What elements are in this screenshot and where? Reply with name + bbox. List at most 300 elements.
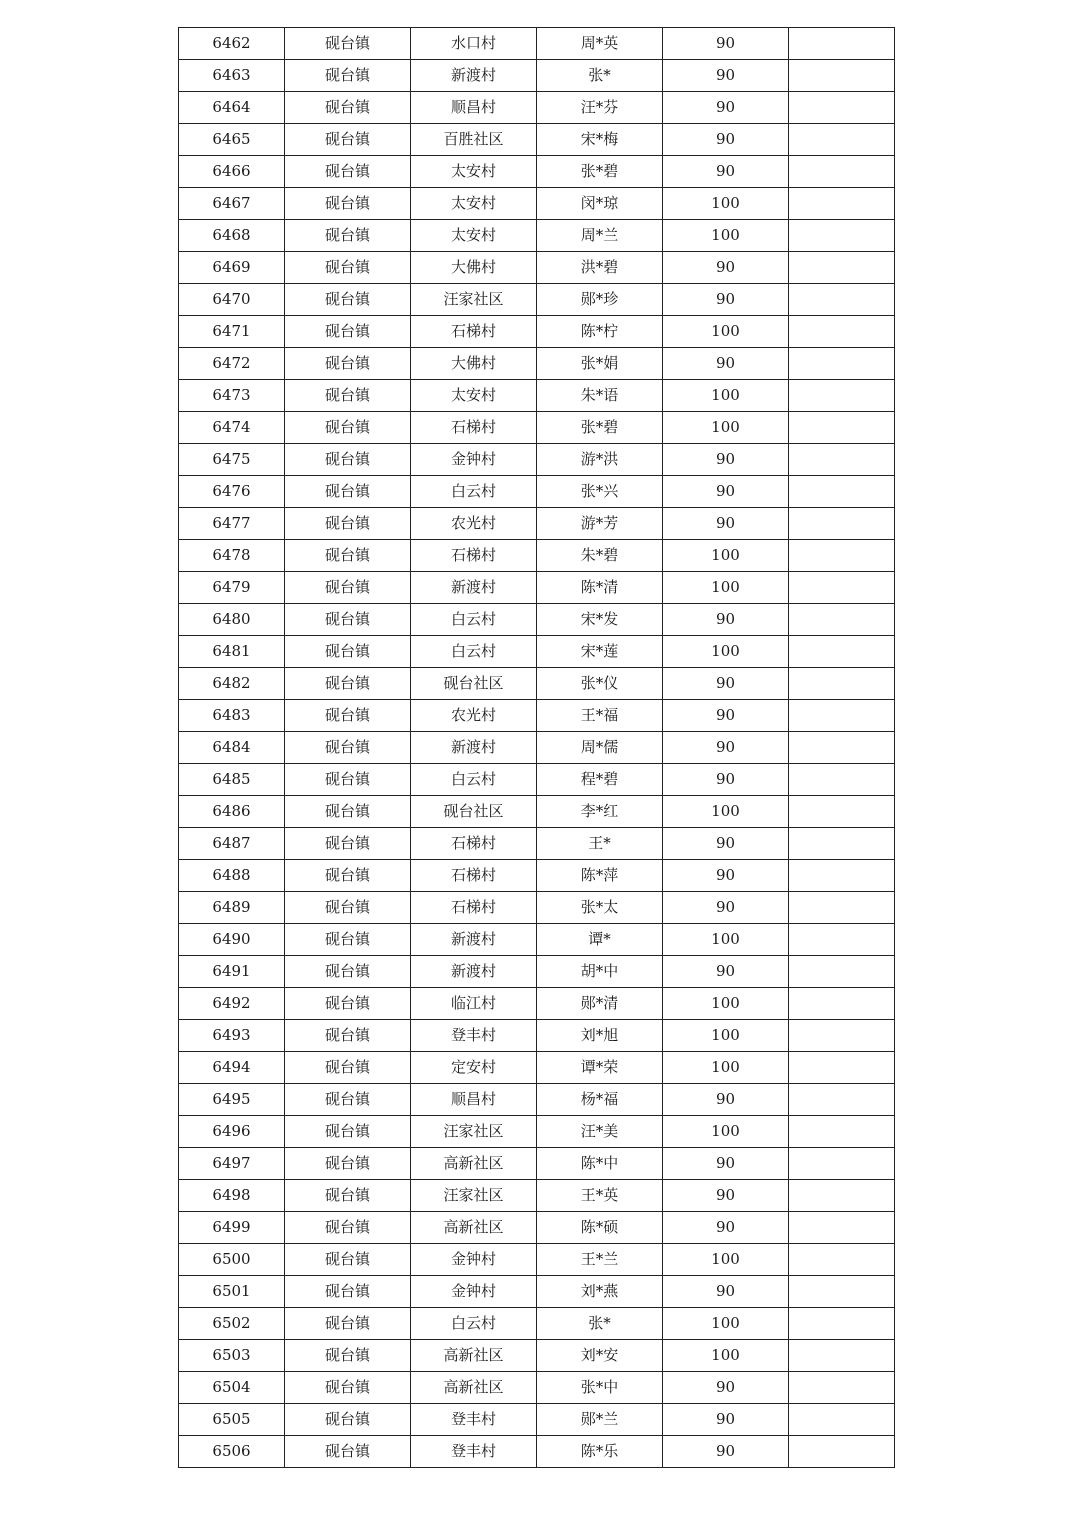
person-name-cell: 朱*碧 xyxy=(537,540,663,572)
village-cell: 登丰村 xyxy=(411,1436,537,1468)
table-row xyxy=(179,1276,895,1308)
village-cell: 白云村 xyxy=(411,604,537,636)
note-cell xyxy=(789,284,895,316)
village-cell: 百胜社区 xyxy=(411,124,537,156)
person-name-cell: 张*中 xyxy=(537,1372,663,1404)
person-name-cell: 游*洪 xyxy=(537,444,663,476)
amount-cell: 90 xyxy=(663,764,789,796)
village-cell: 石梯村 xyxy=(411,828,537,860)
serial-number-cell: 6470 xyxy=(179,284,285,316)
person-name-cell: 宋*莲 xyxy=(537,636,663,668)
note-cell xyxy=(789,604,895,636)
amount-cell: 100 xyxy=(663,188,789,220)
town-cell: 砚台镇 xyxy=(285,316,411,348)
town-cell: 砚台镇 xyxy=(285,956,411,988)
table-row xyxy=(179,924,895,956)
serial-number-cell: 6488 xyxy=(179,860,285,892)
table-row xyxy=(179,1436,895,1468)
table-row xyxy=(179,636,895,668)
amount-cell: 100 xyxy=(663,412,789,444)
village-cell: 太安村 xyxy=(411,220,537,252)
village-cell: 石梯村 xyxy=(411,540,537,572)
note-cell xyxy=(789,540,895,572)
serial-number-cell: 6471 xyxy=(179,316,285,348)
table-row xyxy=(179,188,895,220)
note-cell xyxy=(789,1244,895,1276)
person-name-cell: 宋*梅 xyxy=(537,124,663,156)
serial-number-cell: 6478 xyxy=(179,540,285,572)
person-name-cell: 游*芳 xyxy=(537,508,663,540)
person-name-cell: 陈*柠 xyxy=(537,316,663,348)
town-cell: 砚台镇 xyxy=(285,1116,411,1148)
serial-number-cell: 6474 xyxy=(179,412,285,444)
town-cell: 砚台镇 xyxy=(285,188,411,220)
village-cell: 大佛村 xyxy=(411,252,537,284)
amount-cell: 100 xyxy=(663,220,789,252)
serial-number-cell: 6499 xyxy=(179,1212,285,1244)
amount-cell: 100 xyxy=(663,636,789,668)
table-row xyxy=(179,828,895,860)
amount-cell: 90 xyxy=(663,284,789,316)
note-cell xyxy=(789,796,895,828)
note-cell xyxy=(789,92,895,124)
person-name-cell: 陈*清 xyxy=(537,572,663,604)
note-cell xyxy=(789,316,895,348)
village-cell: 白云村 xyxy=(411,764,537,796)
town-cell: 砚台镇 xyxy=(285,988,411,1020)
person-name-cell: 谭* xyxy=(537,924,663,956)
village-cell: 汪家社区 xyxy=(411,284,537,316)
note-cell xyxy=(789,988,895,1020)
note-cell xyxy=(789,348,895,380)
village-cell: 太安村 xyxy=(411,156,537,188)
town-cell: 砚台镇 xyxy=(285,1180,411,1212)
note-cell xyxy=(789,892,895,924)
village-cell: 登丰村 xyxy=(411,1404,537,1436)
town-cell: 砚台镇 xyxy=(285,1020,411,1052)
table-row xyxy=(179,1372,895,1404)
town-cell: 砚台镇 xyxy=(285,764,411,796)
note-cell xyxy=(789,1052,895,1084)
table-row xyxy=(179,1180,895,1212)
amount-cell: 100 xyxy=(663,1052,789,1084)
note-cell xyxy=(789,380,895,412)
amount-cell: 90 xyxy=(663,60,789,92)
village-cell: 白云村 xyxy=(411,476,537,508)
amount-cell: 90 xyxy=(663,476,789,508)
note-cell xyxy=(789,668,895,700)
town-cell: 砚台镇 xyxy=(285,1372,411,1404)
table-row xyxy=(179,252,895,284)
person-name-cell: 宋*发 xyxy=(537,604,663,636)
person-name-cell: 胡*中 xyxy=(537,956,663,988)
person-name-cell: 郧*珍 xyxy=(537,284,663,316)
serial-number-cell: 6476 xyxy=(179,476,285,508)
note-cell xyxy=(789,1084,895,1116)
table-row xyxy=(179,124,895,156)
serial-number-cell: 6497 xyxy=(179,1148,285,1180)
serial-number-cell: 6493 xyxy=(179,1020,285,1052)
serial-number-cell: 6487 xyxy=(179,828,285,860)
serial-number-cell: 6489 xyxy=(179,892,285,924)
amount-cell: 90 xyxy=(663,1148,789,1180)
serial-number-cell: 6463 xyxy=(179,60,285,92)
amount-cell: 100 xyxy=(663,988,789,1020)
amount-cell: 100 xyxy=(663,1116,789,1148)
town-cell: 砚台镇 xyxy=(285,92,411,124)
note-cell xyxy=(789,1020,895,1052)
person-name-cell: 汪*芬 xyxy=(537,92,663,124)
table-row xyxy=(179,92,895,124)
village-cell: 登丰村 xyxy=(411,1020,537,1052)
serial-number-cell: 6467 xyxy=(179,188,285,220)
village-cell: 太安村 xyxy=(411,380,537,412)
table-row xyxy=(179,284,895,316)
serial-number-cell: 6500 xyxy=(179,1244,285,1276)
town-cell: 砚台镇 xyxy=(285,124,411,156)
village-cell: 新渡村 xyxy=(411,60,537,92)
table-row xyxy=(179,60,895,92)
village-cell: 高新社区 xyxy=(411,1148,537,1180)
serial-number-cell: 6501 xyxy=(179,1276,285,1308)
note-cell xyxy=(789,764,895,796)
village-cell: 顺昌村 xyxy=(411,1084,537,1116)
serial-number-cell: 6502 xyxy=(179,1308,285,1340)
town-cell: 砚台镇 xyxy=(285,700,411,732)
table-row xyxy=(179,956,895,988)
village-cell: 白云村 xyxy=(411,1308,537,1340)
town-cell: 砚台镇 xyxy=(285,284,411,316)
amount-cell: 90 xyxy=(663,604,789,636)
note-cell xyxy=(789,444,895,476)
town-cell: 砚台镇 xyxy=(285,1084,411,1116)
serial-number-cell: 6477 xyxy=(179,508,285,540)
note-cell xyxy=(789,1372,895,1404)
village-cell: 新渡村 xyxy=(411,956,537,988)
village-cell: 石梯村 xyxy=(411,860,537,892)
person-name-cell: 谭*荣 xyxy=(537,1052,663,1084)
serial-number-cell: 6491 xyxy=(179,956,285,988)
person-name-cell: 张*兴 xyxy=(537,476,663,508)
amount-cell: 90 xyxy=(663,444,789,476)
table-row xyxy=(179,1212,895,1244)
table-row xyxy=(179,988,895,1020)
person-name-cell: 周*兰 xyxy=(537,220,663,252)
village-cell: 新渡村 xyxy=(411,924,537,956)
table-row xyxy=(179,796,895,828)
amount-cell: 90 xyxy=(663,508,789,540)
amount-cell: 90 xyxy=(663,1372,789,1404)
serial-number-cell: 6496 xyxy=(179,1116,285,1148)
person-name-cell: 汪*美 xyxy=(537,1116,663,1148)
serial-number-cell: 6506 xyxy=(179,1436,285,1468)
serial-number-cell: 6483 xyxy=(179,700,285,732)
serial-number-cell: 6473 xyxy=(179,380,285,412)
amount-cell: 100 xyxy=(663,796,789,828)
amount-cell: 100 xyxy=(663,1020,789,1052)
village-cell: 汪家社区 xyxy=(411,1116,537,1148)
person-name-cell: 闵*琼 xyxy=(537,188,663,220)
amount-cell: 90 xyxy=(663,892,789,924)
table-row xyxy=(179,700,895,732)
serial-number-cell: 6481 xyxy=(179,636,285,668)
village-cell: 白云村 xyxy=(411,636,537,668)
note-cell xyxy=(789,700,895,732)
document-table-container xyxy=(178,27,894,1468)
village-cell: 定安村 xyxy=(411,1052,537,1084)
note-cell xyxy=(789,1212,895,1244)
person-name-cell: 陈*萍 xyxy=(537,860,663,892)
person-name-cell: 李*红 xyxy=(537,796,663,828)
table-row xyxy=(179,508,895,540)
town-cell: 砚台镇 xyxy=(285,444,411,476)
table-row xyxy=(179,732,895,764)
village-cell: 石梯村 xyxy=(411,892,537,924)
serial-number-cell: 6490 xyxy=(179,924,285,956)
serial-number-cell: 6485 xyxy=(179,764,285,796)
village-cell: 农光村 xyxy=(411,508,537,540)
town-cell: 砚台镇 xyxy=(285,636,411,668)
person-name-cell: 张*碧 xyxy=(537,412,663,444)
serial-number-cell: 6479 xyxy=(179,572,285,604)
person-name-cell: 张*太 xyxy=(537,892,663,924)
note-cell xyxy=(789,252,895,284)
amount-cell: 100 xyxy=(663,1244,789,1276)
town-cell: 砚台镇 xyxy=(285,508,411,540)
note-cell xyxy=(789,1340,895,1372)
note-cell xyxy=(789,1116,895,1148)
serial-number-cell: 6503 xyxy=(179,1340,285,1372)
note-cell xyxy=(789,636,895,668)
village-cell: 砚台社区 xyxy=(411,668,537,700)
town-cell: 砚台镇 xyxy=(285,604,411,636)
amount-cell: 90 xyxy=(663,1180,789,1212)
town-cell: 砚台镇 xyxy=(285,476,411,508)
table-body xyxy=(179,28,895,1468)
town-cell: 砚台镇 xyxy=(285,220,411,252)
amount-cell: 90 xyxy=(663,92,789,124)
table-row xyxy=(179,316,895,348)
serial-number-cell: 6462 xyxy=(179,28,285,60)
person-name-cell: 周*儒 xyxy=(537,732,663,764)
table-row xyxy=(179,764,895,796)
town-cell: 砚台镇 xyxy=(285,828,411,860)
village-cell: 砚台社区 xyxy=(411,796,537,828)
table-row xyxy=(179,1404,895,1436)
person-name-cell: 陈*硕 xyxy=(537,1212,663,1244)
town-cell: 砚台镇 xyxy=(285,1212,411,1244)
village-cell: 大佛村 xyxy=(411,348,537,380)
note-cell xyxy=(789,188,895,220)
town-cell: 砚台镇 xyxy=(285,668,411,700)
village-cell: 高新社区 xyxy=(411,1372,537,1404)
serial-number-cell: 6464 xyxy=(179,92,285,124)
table-row xyxy=(179,1052,895,1084)
town-cell: 砚台镇 xyxy=(285,572,411,604)
village-cell: 新渡村 xyxy=(411,732,537,764)
serial-number-cell: 6480 xyxy=(179,604,285,636)
town-cell: 砚台镇 xyxy=(285,1340,411,1372)
note-cell xyxy=(789,28,895,60)
town-cell: 砚台镇 xyxy=(285,1052,411,1084)
serial-number-cell: 6504 xyxy=(179,1372,285,1404)
village-cell: 新渡村 xyxy=(411,572,537,604)
person-name-cell: 刘*旭 xyxy=(537,1020,663,1052)
serial-number-cell: 6505 xyxy=(179,1404,285,1436)
town-cell: 砚台镇 xyxy=(285,1308,411,1340)
amount-cell: 90 xyxy=(663,1276,789,1308)
note-cell xyxy=(789,1276,895,1308)
person-name-cell: 陈*乐 xyxy=(537,1436,663,1468)
person-name-cell: 刘*燕 xyxy=(537,1276,663,1308)
note-cell xyxy=(789,508,895,540)
note-cell xyxy=(789,156,895,188)
amount-cell: 90 xyxy=(663,156,789,188)
person-name-cell: 张* xyxy=(537,1308,663,1340)
town-cell: 砚台镇 xyxy=(285,892,411,924)
village-cell: 顺昌村 xyxy=(411,92,537,124)
village-cell: 水口村 xyxy=(411,28,537,60)
amount-cell: 100 xyxy=(663,540,789,572)
table-row xyxy=(179,1308,895,1340)
note-cell xyxy=(789,124,895,156)
town-cell: 砚台镇 xyxy=(285,1404,411,1436)
table-row xyxy=(179,572,895,604)
village-cell: 农光村 xyxy=(411,700,537,732)
amount-cell: 100 xyxy=(663,1340,789,1372)
amount-cell: 90 xyxy=(663,668,789,700)
town-cell: 砚台镇 xyxy=(285,348,411,380)
note-cell xyxy=(789,572,895,604)
note-cell xyxy=(789,1308,895,1340)
note-cell xyxy=(789,924,895,956)
town-cell: 砚台镇 xyxy=(285,1436,411,1468)
table-row xyxy=(179,28,895,60)
person-name-cell: 王*兰 xyxy=(537,1244,663,1276)
serial-number-cell: 6475 xyxy=(179,444,285,476)
serial-number-cell: 6484 xyxy=(179,732,285,764)
amount-cell: 90 xyxy=(663,1404,789,1436)
table-row xyxy=(179,220,895,252)
serial-number-cell: 6468 xyxy=(179,220,285,252)
person-name-cell: 郧*清 xyxy=(537,988,663,1020)
serial-number-cell: 6486 xyxy=(179,796,285,828)
town-cell: 砚台镇 xyxy=(285,412,411,444)
note-cell xyxy=(789,1180,895,1212)
table-row xyxy=(179,348,895,380)
serial-number-cell: 6494 xyxy=(179,1052,285,1084)
person-name-cell: 张*仪 xyxy=(537,668,663,700)
table-row xyxy=(179,540,895,572)
village-cell: 金钟村 xyxy=(411,1276,537,1308)
amount-cell: 90 xyxy=(663,348,789,380)
serial-number-cell: 6482 xyxy=(179,668,285,700)
town-cell: 砚台镇 xyxy=(285,796,411,828)
village-cell: 高新社区 xyxy=(411,1212,537,1244)
village-cell: 石梯村 xyxy=(411,316,537,348)
serial-number-cell: 6472 xyxy=(179,348,285,380)
note-cell xyxy=(789,860,895,892)
town-cell: 砚台镇 xyxy=(285,1148,411,1180)
amount-cell: 90 xyxy=(663,124,789,156)
amount-cell: 100 xyxy=(663,380,789,412)
person-name-cell: 张* xyxy=(537,60,663,92)
person-name-cell: 王* xyxy=(537,828,663,860)
person-name-cell: 洪*碧 xyxy=(537,252,663,284)
note-cell xyxy=(789,1404,895,1436)
village-cell: 高新社区 xyxy=(411,1340,537,1372)
person-name-cell: 陈*中 xyxy=(537,1148,663,1180)
note-cell xyxy=(789,476,895,508)
table-row xyxy=(179,604,895,636)
town-cell: 砚台镇 xyxy=(285,252,411,284)
table-row xyxy=(179,476,895,508)
village-cell: 汪家社区 xyxy=(411,1180,537,1212)
town-cell: 砚台镇 xyxy=(285,156,411,188)
table-row xyxy=(179,1340,895,1372)
table-row xyxy=(179,668,895,700)
table-row xyxy=(179,444,895,476)
note-cell xyxy=(789,412,895,444)
amount-cell: 100 xyxy=(663,924,789,956)
amount-cell: 90 xyxy=(663,732,789,764)
amount-cell: 100 xyxy=(663,1308,789,1340)
town-cell: 砚台镇 xyxy=(285,1244,411,1276)
town-cell: 砚台镇 xyxy=(285,380,411,412)
amount-cell: 90 xyxy=(663,1436,789,1468)
town-cell: 砚台镇 xyxy=(285,60,411,92)
amount-cell: 90 xyxy=(663,1212,789,1244)
table-row xyxy=(179,892,895,924)
note-cell xyxy=(789,220,895,252)
table-row xyxy=(179,1148,895,1180)
table-row xyxy=(179,156,895,188)
amount-cell: 90 xyxy=(663,252,789,284)
amount-cell: 90 xyxy=(663,1084,789,1116)
person-name-cell: 郧*兰 xyxy=(537,1404,663,1436)
village-cell: 石梯村 xyxy=(411,412,537,444)
serial-number-cell: 6469 xyxy=(179,252,285,284)
note-cell xyxy=(789,732,895,764)
note-cell xyxy=(789,956,895,988)
person-name-cell: 周*英 xyxy=(537,28,663,60)
table-row xyxy=(179,1116,895,1148)
person-name-cell: 刘*安 xyxy=(537,1340,663,1372)
village-cell: 临江村 xyxy=(411,988,537,1020)
town-cell: 砚台镇 xyxy=(285,732,411,764)
town-cell: 砚台镇 xyxy=(285,28,411,60)
serial-number-cell: 6498 xyxy=(179,1180,285,1212)
person-name-cell: 朱*语 xyxy=(537,380,663,412)
town-cell: 砚台镇 xyxy=(285,540,411,572)
person-name-cell: 张*碧 xyxy=(537,156,663,188)
person-name-cell: 王*英 xyxy=(537,1180,663,1212)
note-cell xyxy=(789,1148,895,1180)
table-row xyxy=(179,1020,895,1052)
table-row xyxy=(179,860,895,892)
serial-number-cell: 6495 xyxy=(179,1084,285,1116)
subsidy-list-table xyxy=(178,27,895,1468)
amount-cell: 90 xyxy=(663,828,789,860)
note-cell xyxy=(789,1436,895,1468)
amount-cell: 100 xyxy=(663,316,789,348)
amount-cell: 90 xyxy=(663,860,789,892)
note-cell xyxy=(789,60,895,92)
serial-number-cell: 6466 xyxy=(179,156,285,188)
table-row xyxy=(179,412,895,444)
village-cell: 金钟村 xyxy=(411,1244,537,1276)
town-cell: 砚台镇 xyxy=(285,1276,411,1308)
